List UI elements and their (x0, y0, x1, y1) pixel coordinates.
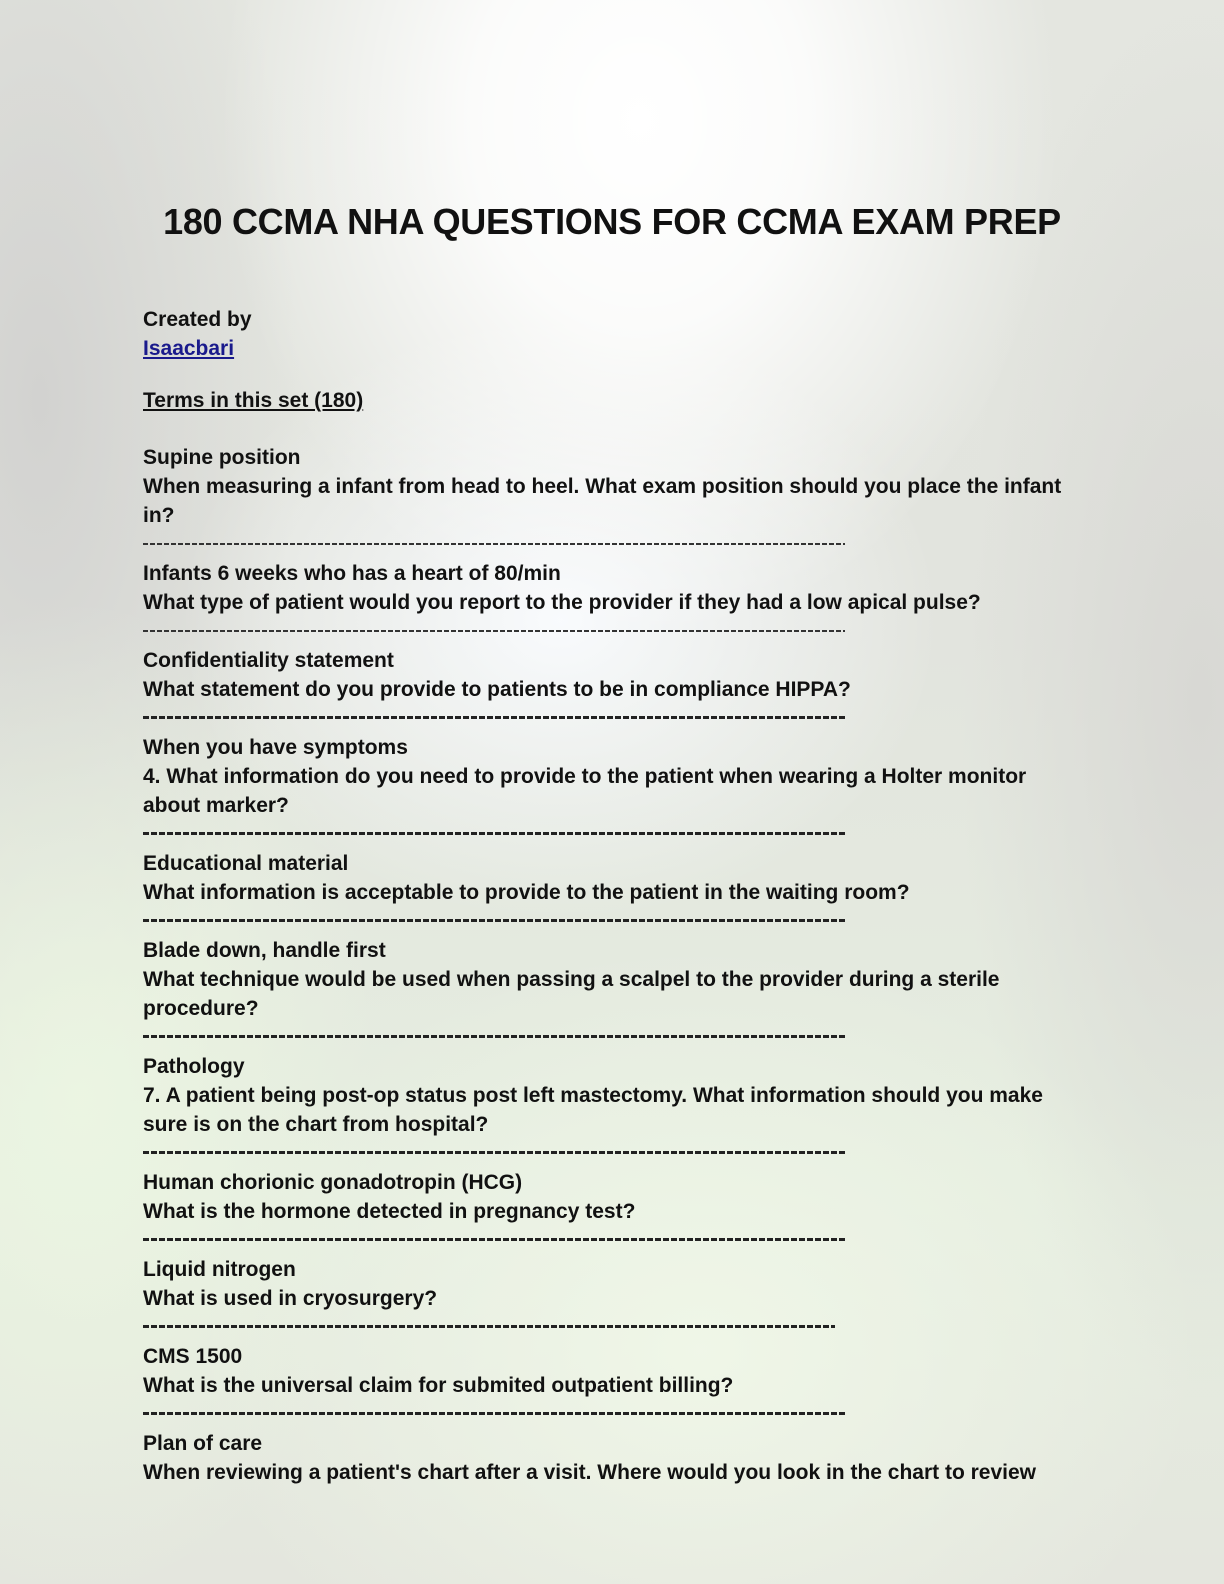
flashcard (143, 1168, 1083, 1226)
card-answer: Human chorionic gonadotropin (HCG) (143, 1171, 523, 1194)
divider (143, 907, 1083, 936)
flashcard (143, 1052, 1083, 1139)
divider (143, 1313, 1083, 1342)
card-answer: Blade down, handle first (143, 939, 386, 962)
divider (143, 820, 1083, 849)
card-question: What information is acceptable to provide to the patient in the waiting room? (143, 881, 910, 904)
card-question: What type of patient would you report to the provider if they had a low apical pulse? (143, 591, 981, 614)
flashcard (143, 443, 1083, 530)
divider (143, 617, 1083, 646)
card-answer: When you have symptoms (143, 736, 408, 759)
card-question: When reviewing a patient's chart after a visit. Where would you look in the chart to review (143, 1461, 1037, 1484)
card-question: 7. A patient being post-op status post left mastectomy. What information should you make sure is on the chart from hospital? (143, 1084, 1043, 1136)
divider (143, 1023, 1083, 1052)
card-question: What is the universal claim for submited outpatient billing? (143, 1374, 734, 1397)
flashcard (143, 733, 1083, 820)
card-answer: Confidentiality statement (143, 649, 394, 672)
divider (143, 1400, 1083, 1429)
flashcard (143, 1342, 1083, 1400)
card-answer: Educational material (143, 852, 349, 875)
created-by-label: Created by (143, 308, 252, 331)
flashcard (143, 559, 1083, 617)
terms-heading: Terms in this set (180) (143, 389, 364, 412)
card-answer: CMS 1500 (143, 1345, 243, 1368)
card-answer: Infants 6 weeks who has a heart of 80/min (143, 562, 561, 585)
card-answer: Supine position (143, 446, 301, 469)
card-question: What is the hormone detected in pregnancy test? (143, 1200, 636, 1223)
card-question: What technique would be used when passing a scalpel to the provider during a sterile procedure? (143, 968, 1000, 1020)
document-title: 180 CCMA NHA QUESTIONS FOR CCMA EXAM PREP (163, 201, 1061, 242)
divider (143, 1226, 1083, 1255)
flashcard (143, 1429, 1083, 1487)
card-answer: Liquid nitrogen (143, 1258, 296, 1281)
card-answer: Plan of care (143, 1432, 263, 1455)
card-question: When measuring a infant from head to heel. What exam position should you place the infant in? (143, 475, 1062, 527)
flashcard (143, 936, 1083, 1023)
flashcard (143, 849, 1083, 907)
card-answer: Pathology (143, 1055, 245, 1078)
divider (143, 1139, 1083, 1168)
card-question: What statement do you provide to patients to be in compliance HIPPA? (143, 678, 851, 701)
divider (143, 530, 1083, 559)
flashcard-list (143, 443, 1083, 1487)
flashcard (143, 646, 1083, 704)
card-question: 4. What information do you need to provide to the patient when wearing a Holter monitor about marker? (143, 765, 1027, 817)
author-link[interactable]: Isaacbari (143, 337, 235, 360)
document-content (143, 305, 1083, 1487)
divider (143, 704, 1083, 733)
flashcard (143, 1255, 1083, 1313)
card-question: What is used in cryosurgery? (143, 1287, 438, 1310)
